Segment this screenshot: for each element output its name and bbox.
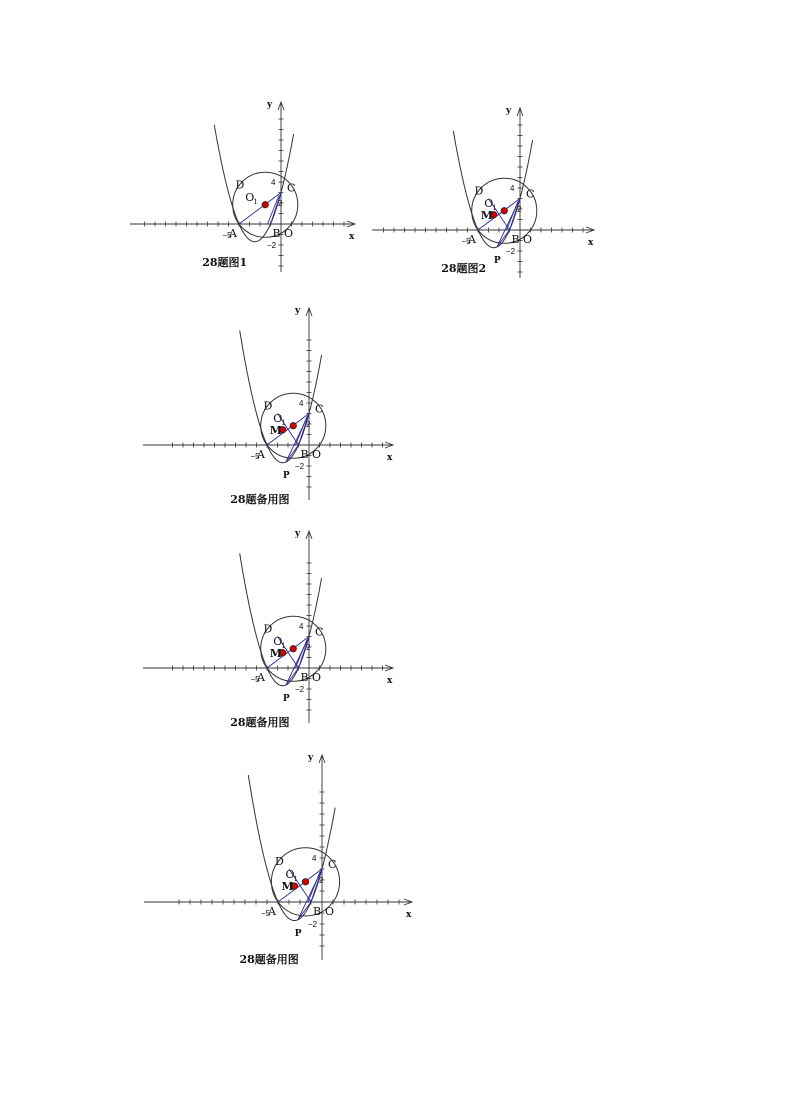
center-o1-dot <box>290 646 296 652</box>
y-tick-label: −2 <box>267 241 277 250</box>
point-p-label: P <box>493 256 501 267</box>
center-o1-dot <box>501 208 507 214</box>
point-b-label: B <box>300 671 309 684</box>
segment-bc <box>510 199 521 231</box>
point-b-label: B <box>511 233 520 246</box>
point-c-label: C <box>315 625 324 639</box>
figure-caption: 28题图2 <box>441 262 487 275</box>
segment-pb <box>286 445 299 462</box>
segment-pb <box>298 902 311 920</box>
point-d-label: D <box>263 399 273 413</box>
y-axis-label: y <box>506 106 512 116</box>
point-d-label: D <box>263 622 273 636</box>
point-a-label: A <box>257 448 265 461</box>
center-o1-subscript: 1 <box>281 418 286 427</box>
y-tick-label: 2 <box>319 876 324 885</box>
y-tick-label: 2 <box>306 420 311 429</box>
point-a-label: A <box>229 227 237 240</box>
x-axis-label: x <box>406 910 412 920</box>
y-tick-label: −2 <box>295 462 305 471</box>
y-tick-label: 4 <box>299 622 304 631</box>
figure-5 <box>144 753 412 966</box>
point-o-label: O <box>325 905 335 918</box>
point-d-label: D <box>235 178 245 192</box>
y-tick-label: −2 <box>506 247 516 256</box>
point-a-label: A <box>468 233 476 246</box>
y-tick-label: 4 <box>510 184 515 193</box>
center-o1-label: O <box>484 196 494 210</box>
x-tick-label: −5 <box>250 675 260 684</box>
segment-bc <box>299 637 310 669</box>
point-c-label: C <box>526 187 535 201</box>
center-o1-dot <box>262 202 268 208</box>
point-p-label: P <box>282 694 290 705</box>
y-tick-label: 4 <box>312 854 317 863</box>
y-axis-label: y <box>295 529 301 539</box>
point-o-label: O <box>523 233 533 246</box>
y-tick-label: −2 <box>308 920 318 929</box>
figure-1 <box>130 100 355 272</box>
center-o1-subscript: 1 <box>293 874 298 883</box>
figure-2 <box>372 106 594 278</box>
segment-bc <box>311 869 322 902</box>
x-axis-label: x <box>387 676 393 686</box>
point-p-label: P <box>282 471 290 482</box>
center-o1-dot <box>302 879 308 885</box>
point-c-label: C <box>287 181 296 195</box>
center-o1-label: O <box>245 190 255 204</box>
y-axis-label: y <box>267 100 273 110</box>
y-tick-label: −2 <box>295 685 305 694</box>
point-c-label: C <box>328 858 337 871</box>
y-tick-label: 2 <box>278 199 283 208</box>
y-axis-label: y <box>308 753 314 763</box>
center-o1-label: O <box>273 634 283 648</box>
segment-bc <box>271 193 282 225</box>
segment-pb <box>497 230 510 247</box>
x-axis-label: x <box>588 238 594 248</box>
segment-bc <box>299 414 310 446</box>
figure-4 <box>143 529 393 729</box>
point-d-label: D <box>474 184 484 198</box>
figure-caption: 28题备用图 <box>230 493 290 506</box>
center-o1-label: O <box>273 411 283 425</box>
segment-pb <box>286 668 299 685</box>
y-axis-label: y <box>295 306 301 316</box>
x-tick-label: −5 <box>261 909 271 918</box>
point-b-label: B <box>272 227 281 240</box>
point-p-label: P <box>294 928 302 939</box>
point-m-label: M <box>269 423 282 437</box>
point-o-label: O <box>312 671 322 684</box>
center-o1-subscript: 1 <box>253 197 258 206</box>
y-tick-label: 2 <box>517 205 522 214</box>
figure-caption: 28题备用图 <box>230 716 290 729</box>
point-o-label: O <box>284 227 294 240</box>
x-axis-label: x <box>349 232 355 242</box>
figure-caption: 28题图1 <box>202 256 248 269</box>
figure-caption: 28题备用图 <box>239 953 299 966</box>
x-tick-label: −5 <box>222 231 232 240</box>
point-o-label: O <box>312 448 322 461</box>
center-o1-subscript: 1 <box>281 641 286 650</box>
point-b-label: B <box>300 448 309 461</box>
point-c-label: C <box>315 402 324 416</box>
point-b-label: B <box>313 905 322 918</box>
point-d-label: D <box>275 855 284 868</box>
point-a-label: A <box>268 905 276 918</box>
y-tick-label: 4 <box>271 178 276 187</box>
x-axis-label: x <box>387 453 393 463</box>
y-tick-label: 2 <box>306 643 311 652</box>
point-a-label: A <box>257 671 265 684</box>
figure-3 <box>143 306 393 506</box>
x-tick-label: −5 <box>461 237 471 246</box>
center-o1-label: O <box>285 867 295 881</box>
segment-bc-inner <box>268 196 280 225</box>
center-o1-dot <box>290 423 296 429</box>
center-o1-subscript: 1 <box>492 203 497 212</box>
point-m-label: M <box>281 880 294 894</box>
x-tick-label: −5 <box>250 452 260 461</box>
point-m-label: M <box>269 646 282 660</box>
y-tick-label: 4 <box>299 399 304 408</box>
point-m-label: M <box>480 208 493 222</box>
